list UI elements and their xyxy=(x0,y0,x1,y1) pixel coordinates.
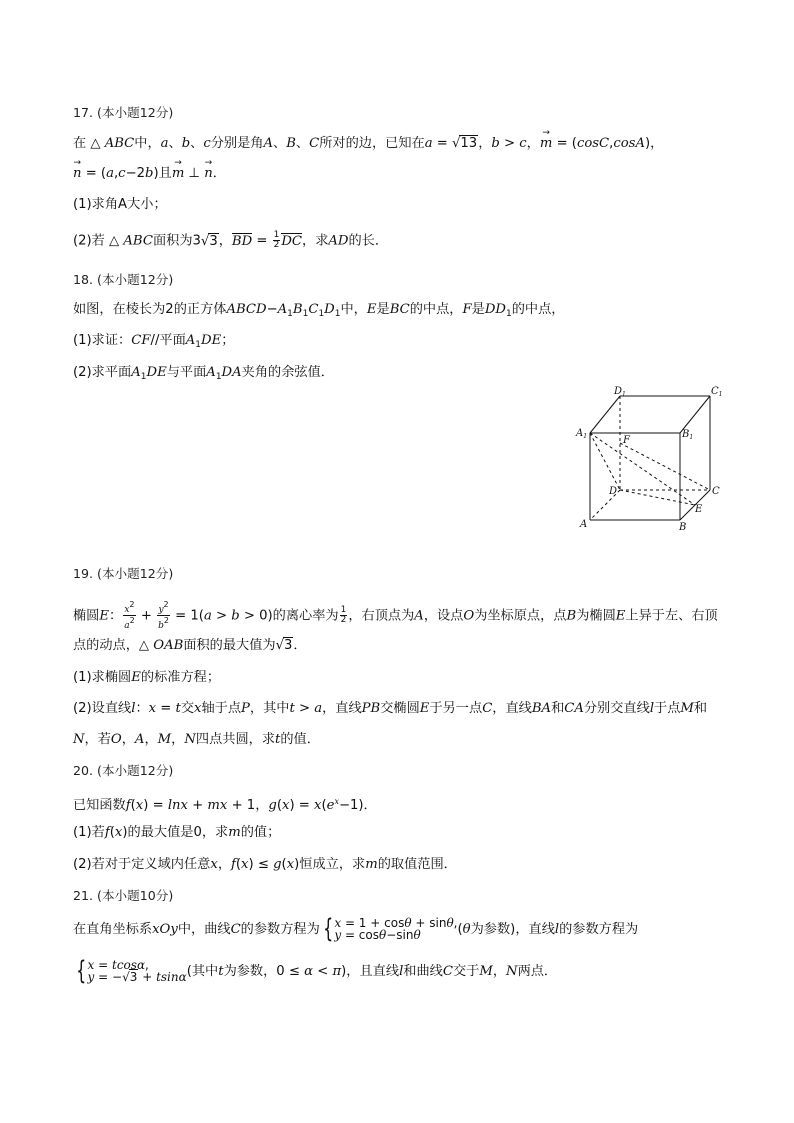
seg-A1D xyxy=(590,433,620,490)
q21-stem-line2: { x = tcosα, y = −√3 + tsinα (其中t为参数，0 ≤ α < π)，且直线l和曲线C交于M，N两点． xyxy=(76,956,558,986)
q19-stem-line2: 点的动点，△ OAB面积的最大值为√3． xyxy=(73,638,307,653)
edge-C1B1 xyxy=(680,396,710,433)
label-D1: $D_1$ xyxy=(614,386,626,398)
seg-A1E xyxy=(590,433,695,505)
q19-part2-line1: (2)设直线l：x = t交x轴于点P，其中t > a，直线PB交椭圆E于另一点C，直线BA和CA分别交直线l于点M和 xyxy=(73,701,708,716)
q19-part2-line2: N，若O，A，M，N四点共圆，求t的值． xyxy=(73,732,320,747)
q20-part2: (2)若对于定义域内任意x，f(x) ≤ g(x)恒成立，求m的取值范围． xyxy=(73,857,457,872)
label-B1: $B_1$ xyxy=(682,429,694,441)
q17-stem-line1: 在 △ ABC中，a、b、c分别是角A、B、C所对的边，已知在a = √13，b > c，→ m = (cosC,cosA)， xyxy=(73,135,663,153)
label-D: D xyxy=(609,486,618,497)
label-B: B xyxy=(679,522,687,533)
q19-part1: (1)求椭圆E的标准方程； xyxy=(73,670,221,685)
cube-figure xyxy=(572,384,732,534)
q18-part1: (1)求证：CF//平面$A_1DE$； xyxy=(73,333,235,350)
q17-header: 17. (本小题12分) xyxy=(73,105,174,120)
label-F: F xyxy=(623,435,630,446)
q18-header: 18. (本小题12分) xyxy=(73,272,174,287)
q20-part1: (1)若f(x)的最大值是0，求m的值； xyxy=(73,825,281,840)
q19-header: 19. (本小题12分) xyxy=(73,566,174,581)
q20-stem: 已知函数f(x) = lnx + mx + 1，$g(x) = x(e^x-1)$． xyxy=(73,797,377,813)
q21-header: 21. (本小题10分) xyxy=(73,888,174,903)
q21-stem-line1: 在直角坐标系xOy中，曲线C的参数方程为 { x = 1 + cosθ + sinθ, y = cosθ−sinθ (θ为参数)，直线l的参数方程为 xyxy=(73,914,639,944)
q18-stem: 如图，在棱长为2的正方体$ABCD-A_1B_1C_1D_1$中，E是BC的中点，F是$DD_1$的中点， xyxy=(73,302,565,319)
q17-part2: (2)若 △ ABC面积为3√3，BD = $\frac{1}{2}$ DC，求AD的长． xyxy=(73,230,389,250)
seg-DE xyxy=(620,490,695,505)
q19-stem-line1: 椭圆E： $\frac{x2}{a2}$ + $\frac{y2}{b2}$ = 1(a > b > 0)的离心率为 $\frac{1}{2}$ ，右顶点为A，设点O为坐标原点，点B为椭圆E上异于左、右顶 xyxy=(73,600,718,631)
seg-FC xyxy=(620,443,710,490)
label-E: E xyxy=(695,504,703,515)
label-C1: $C_1$ xyxy=(711,386,723,398)
q20-header: 20. (本小题12分) xyxy=(73,763,174,778)
q17-stem-line2: → n = (a,c−2b)且→ m ⊥ → n． xyxy=(73,165,226,183)
edge-D1A1 xyxy=(590,396,620,433)
label-A: A xyxy=(580,519,588,530)
label-A1: $A_1$ xyxy=(576,428,588,440)
label-C: C xyxy=(712,486,720,497)
q17-part1: (1)求角A大小； xyxy=(73,197,167,212)
q18-part2: (2)求平面$A_1DE$与平面$A_1DA$夹角的余弦值． xyxy=(73,365,334,382)
